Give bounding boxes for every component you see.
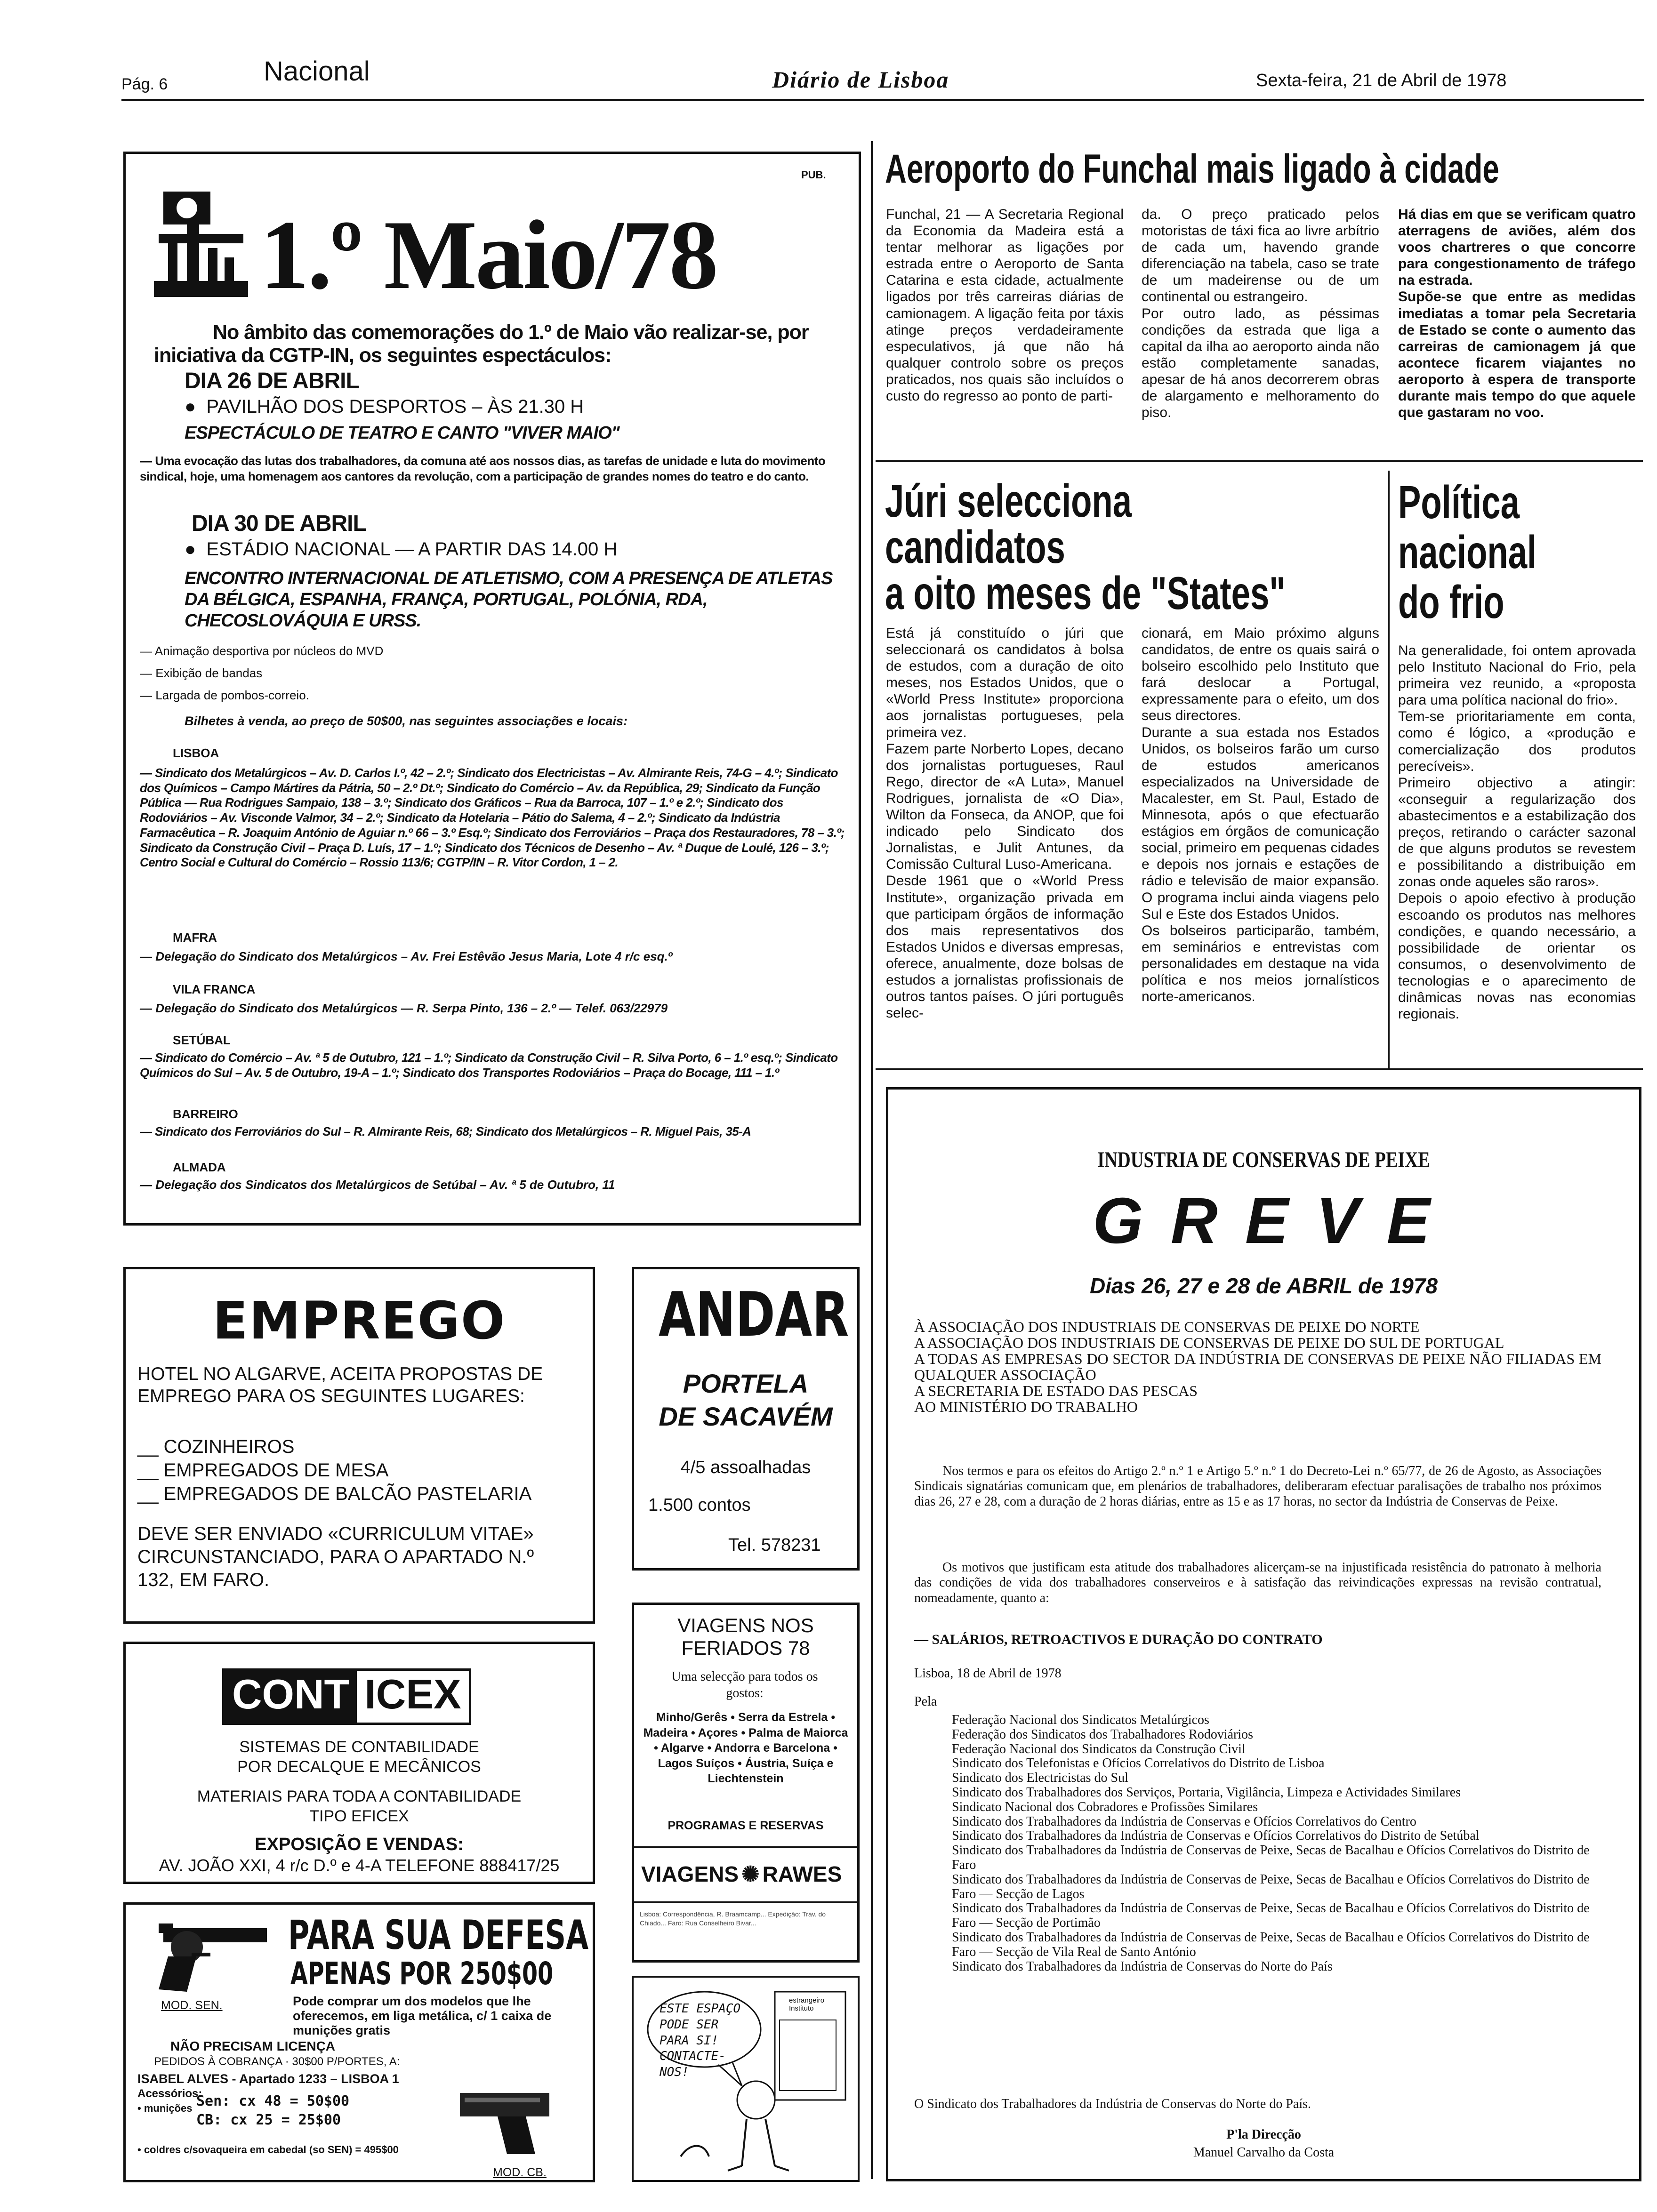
signatory: Sindicato dos Trabalhadores da Indústria de Conservas de Peixe, Secas de Bacalhau e Ofícios Correlativos do Distrito de Faro — Secção de Portimão [952,1901,1590,1931]
signatory: Federação Nacional dos Sindicatos Metalúrgicos [952,1713,1209,1727]
frio-headline-l1: Política [1398,476,1520,528]
andar-rooms: 4/5 assoalhadas [680,1458,811,1477]
frio-headline-l2: nacional [1398,526,1537,578]
defesa-model1: MOD. SEN. [161,1999,223,2012]
andar-price: 1.500 contos [648,1495,751,1515]
barreiro-heading: BARREIRO [173,1107,238,1121]
viagens-divider [634,1846,857,1848]
section-title: Nacional [264,56,370,87]
emprego-footer: DEVE SER ENVIADO «CURRICULUM VITAE» CIRCUNSTANCIADO, PARA O APARTADO N.º 132, EM FARO. [137,1523,534,1590]
defesa-cb: CB: cx 25 = 25$00 [196,2112,341,2128]
juri-col1: Está já constituído o júri que seleccionará os candidatos à bolsa de estudos, com a duração de oito meses, nos Estados Unidos, que o «World Press Institute» proporciona aos jornalistas portugueses, pela primeira vez. Fazem parte Norberto Lopes, decano dos jornalistas portugueses, Raul Rego, director de «A Luta», Manuel Rodrigues, jornalista de «O Dia», Wilton da Fonseca, da ANOP, que foi indicado pelo Sindicato dos Jornalistas, e Julit Antunes, da Comissão Cultural Luso-Americana. Desde 1961 que o «World Press Institute», organização privada em que participam órgãos de informação dos mais representativos dos Estados Unidos e diversas empresas, oferece, anualmente, doze bolsas de estudos a jornalistas profissionais de outros tantos países. O júri português selec- [886,625,1124,1021]
defesa-title: PARA SUA DEFESA [288,1912,589,1959]
rule-juri-bottom [876,1068,1643,1070]
viagens-programs: PROGRAMAS E RESERVAS [668,1819,824,1832]
conticex-logo-right: ICEX [357,1671,468,1723]
viagens-ad [632,1603,860,1963]
day2-heading: DIA 30 DE ABRIL [192,511,366,536]
conticex-ad [123,1642,595,1884]
page-number: Pág. 6 [121,75,168,93]
andar-ad [632,1267,860,1571]
greve-demand: — SALÁRIOS, RETROACTIVOS E DURAÇÃO DO CONTRATO [914,1632,1323,1647]
emprego-item: __ EMPREGADOS DE MESA [137,1460,389,1481]
greve-final: O Sindicato dos Trabalhadores da Indústria de Conservas do Norte do País. [914,2097,1311,2111]
cartoon-bubble: ESTE ESPAÇO PODE SER PARA SI! CONTACTE-NOS! [660,2002,741,2080]
cartoon-sign: estrangeiro Instituto [789,1996,825,2012]
emprego-item: __ EMPREGADOS DE BALCÃO PASTELARIA [137,1483,532,1504]
maio-ad [123,152,861,1226]
globe-icon: ✺ [741,1862,760,1886]
signatory: Sindicato dos Trabalhadores da Indústria de Conservas do Norte do País [952,1959,1333,1974]
signatory: Federação Nacional dos Sindicatos da Construção Civil [952,1741,1246,1756]
viagens-small: Lisboa: Correspondência, R. Braamcamp... Expedição: Trav. do Chiado... Faro: Rua Conselheiro Bivar... [640,1910,826,1927]
vila-heading: VILA FRANCA [173,982,256,996]
day2-items [140,640,383,706]
conticex-line3: MATERIAIS PARA TODA A CONTABILIDADE [197,1787,522,1805]
conticex-address: AV. JOÃO XXI, 4 r/c D.º e 4-A TELEFONE 888417/25 [159,1856,560,1875]
defesa-ad [123,1902,595,2182]
day1-venue [185,396,584,417]
rule-frio-left [1388,471,1390,1068]
juri-headline [885,475,1286,619]
defesa-license: NÃO PRECISAM LICENÇA [170,2039,336,2053]
greve-para2: Os motivos que justificam esta atitude dos trabalhadores alicerçam-se na injustificada resistência do patronato à melhoria das condições de vida dos trabalhadores conserveiros e à satisfação das reivindicações expressas na revisão contratual, nomeadamente, quanto a: [914,1560,1601,1605]
conticex-line1: SISTEMAS DE CONTABILIDADE [239,1738,479,1756]
day1-show: ESPECTÁCULO DE TEATRO E CANTO "VIVER MAIO" [185,423,619,443]
defesa-munic: • munições [137,2102,193,2114]
juri-headline-l3: a oito meses de "States" [885,567,1286,619]
juri-headline-l1: Júri selecciona [885,475,1132,527]
masthead: Diário de Lisboa [772,66,949,93]
signatory: Sindicato dos Telefonistas e Ofícios Correlativos do Distrito de Lisboa [952,1756,1325,1771]
setubal-heading: SETÚBAL [173,1033,231,1047]
day2-item: — Exibição de bandas [140,665,263,680]
viagens-brand-left: VIAGENS [641,1862,739,1886]
greve-dates: Dias 26, 27 e 28 de ABRIL de 1978 [1090,1274,1438,1298]
signatory: Sindicato dos Trabalhadores da Indústria de Conservas e Ofícios Correlativos do Centro [952,1814,1416,1829]
conticex-logo-left: CONT [225,1671,357,1723]
day1-heading: DIA 26 DE ABRIL [185,369,359,393]
defesa-acc: Acessórios: [137,2087,202,2100]
pistol-icon [455,2084,554,2159]
tickets-note: Bilhetes à venda, ao preço de 50$00, nas seguintes associações e locais: [185,714,627,728]
emprego-body: HOTEL NO ALGARVE, ACEITA PROPOSTAS DE EMPREGO PARA OS SEGUINTES LUGARES: [137,1364,543,1406]
frio-headline-l3: do frio [1398,576,1504,628]
emprego-ad [123,1267,595,1624]
andar-title: ANDAR [659,1279,849,1350]
conticex-logo [222,1668,471,1725]
signatory: Sindicato dos Trabalhadores da Indústria de Conservas de Peixe, Secas de Bacalhau e Ofícios Correlativos do Distrito de Faro [952,1843,1590,1872]
barreiro-text: — Sindicato dos Ferroviários do Sul – R. Almirante Reis, 68; Sindicato dos Metalúrgicos – R. Miguel Pais, 35-A [140,1124,751,1138]
day2-item: — Largada de pombos-correio. [140,688,309,702]
lisboa-heading: LISBOA [173,746,219,760]
defesa-model2: MOD. CB. [493,2166,547,2179]
vila-text: — Delegação do Sindicato dos Metalúrgicos — R. Serpa Pinto, 136 – 2.º — Telef. 063/22979 [140,1001,668,1015]
day2-venue [185,539,617,560]
funchal-col2: da. O preço praticado pelos motoristas de táxi fica ao livre arbítrio de cada um, havendo grande diferenciação na tabela, caso se trate de um madeirense ou de um continental ou estrangeiro. Por outro lado, as péssimas condições da estrada que liga a capital da ilha ao aeroporto ainda não estão completamente sanadas, apesar de há anos decorrerem obras de alargamento e melhoramento do piso. [1142,207,1379,421]
day2-event: ENCONTRO INTERNACIONAL DE ATLETISMO, COM A PRESENÇA DE ATLETAS DA BÉLGICA, ESPANHA, FRANÇA, PORTUGAL, POLÓNIA, RDA, CHECOSLOVÁQUIA E URSS. [185,569,833,631]
revolver-icon [149,1919,276,1994]
defesa-order: PEDIDOS À COBRANÇA · 30$00 P/PORTES, A: [154,2055,400,2068]
viagens-destinations: Minho/Gerês • Serra da Estrela • Madeira • Açores • Palma de Maiorca • Algarve • Andorra e Barcelona • Lagos Suíços • Áustria, Suíça e Liechtenstein [643,1711,848,1785]
mafra-text: — Delegação do Sindicato dos Metalúrgicos – Av. Frei Estêvão Jesus Maria, Lote 4 r/c esq.º [140,949,673,963]
signatory: Sindicato dos Trabalhadores da Indústria de Conservas de Peixe, Secas de Bacalhau e Ofícios Correlativos do Distrito de Faro — Secção de Vila Real de Santo António [952,1930,1590,1959]
pub-tag: PUB. [801,169,826,181]
signatory: Federação dos Sindicatos dos Trabalhadores Rodoviários [952,1727,1254,1742]
day1-desc: — Uma evocação das lutas dos trabalhadores, da comuna até aos nossos dias, as tarefas de unidade e luta do movimento sindical, hoje, uma homenagem aos cantores da revolução, com a participação de grandes nomes do teatro e do canto. [140,454,826,483]
cgtp-logo [154,187,248,300]
rule-funchal-bottom [876,460,1643,462]
signatory: Sindicato dos Trabalhadores dos Serviços, Portaria, Vigilância, Limpeza e Actividades Similares [952,1785,1461,1800]
emprego-items [137,1435,531,1506]
signatory: Sindicato Nacional dos Cobradores e Profissões Similares [952,1799,1258,1814]
emprego-title: EMPREGO [212,1290,506,1351]
viagens-brand[interactable] [641,1861,842,1887]
viagens-title: VIAGENS NOS FERIADOS 78 [677,1614,814,1659]
defesa-price: APENAS POR 250$00 [290,1956,554,1992]
juri-headline-l2: candidatos [885,521,1065,573]
viagens-divider-2 [634,1901,857,1903]
viagens-intro: Uma selecção para todos os gostos: [671,1669,818,1700]
day2-venue-text: ESTÁDIO NACIONAL — A PARTIR DAS 14.00 H [206,539,618,560]
mafra-heading: MAFRA [173,930,217,945]
greve-industry: INDUSTRIA DE CONSERVAS DE PEIXE [1097,1147,1430,1172]
greve-ad [886,1087,1641,2181]
almada-heading: ALMADA [173,1160,226,1174]
greve-signer: Manuel Carvalho da Costa [1193,2145,1335,2160]
emprego-item: __ COZINHEIROS [137,1436,295,1457]
conticex-line4 [126,1807,593,1826]
greve-title: G R E V E [1093,1185,1435,1257]
greve-para1: Nos termos e para os efeitos do Artigo 2.º n.º 1 e Artigo 5.º n.º 1 do Decreto-Lei n.º 65/77, de 26 de Agosto, as Associações Sindicais signatárias comunicam que, em plenários de trabalhadores, deliberaram efectuar paralisações de trabalho nos próximos dias 26, 27 e 28, com a duração de 2 horas diárias, entre as 15 e as 17 horas, no sector da Indústria de Conservas de Peixe. [914,1464,1601,1509]
funchal-col1: Funchal, 21 — A Secretaria Regional da Economia da Madeira está a tentar melhorar as ligações por estrada entre o Aeroporto de Santa Catarina e esta cidade, actualmente ligados por três carreiras diárias de camionagem. A ligação feita por táxis atinge preços verdadeiramente especulativos, já que não há qualquer controlo sobre os preços praticados, nos quais são incluídos o custo do regresso ao ponto de parti- [886,207,1124,404]
greve-signatories [952,1713,1601,1974]
maio-intro: No âmbito das comemorações do 1.º de Maio vão realizar-se, por iniciativa da CGTP-IN, os seguintes espectáculos: [154,321,809,367]
bullet-icon: ● [185,396,207,417]
maio-title: 1.º Maio/78 [260,200,717,310]
day2-item: — Animação desportiva por núcleos do MVD [140,644,384,658]
day1-venue-text: PAVILHÃO DOS DESPORTOS – ÀS 21.30 H [206,396,584,417]
signatory: Sindicato dos Electricistas do Sul [952,1771,1128,1786]
greve-pla: P'la Direcção [1226,2127,1301,2142]
conticex-expo: EXPOSIÇÃO E VENDAS: [255,1835,464,1854]
lisboa-text: — Sindicato dos Metalúrgicos – Av. D. Carlos I.º, 42 – 2.º; Sindicato dos Electricistas – Av. Almirante Reis, 74-G – 4.º; Sindicato dos Químicos – Campo Mártires da Pátria, 50 – 2.º Dt.º; Sindicato do Comércio – Av. da República, 29; Sindicato da Função Pública — Rua Rodrigues Sampaio, 138 – 3.º; Sindicato dos Gráficos – Rua da Barroca, 107 – 1.º e 2.º; Sindicato dos Rodoviários – Av. Visconde Valmor, 34 – 2.º; Sindicato da Hotelaria – Pátio do Salema, 4 – 2.º; Sindicato da Indústria Farmacêutica – R. Joaquim António de Aguiar n.º 66 – 3.º Esq.º; Sindicato dos Ferroviários – Praça dos Restauradores, 78 – 3.º; Sindicato da Construção Civil – Praça D. Luís, 17 – 1.º; Sindicato dos Técnicos de Desenho – Av. ª Duque de Loulé, 126 – 3.º; Centro Social e Cultural do Comércio – Rossio 113/6; CGTP/IN – R. Vitor Cordon, 1 – 2. [140,766,845,870]
defesa-coldres: • coldres c/sovaqueira em cabedal (so SEN) = 495$00 [137,2144,399,2156]
signatory: Sindicato dos Trabalhadores da Indústria de Conservas de Peixe, Secas de Bacalhau e Ofícios Correlativos do Distrito de Faro — Secção de Lagos [952,1872,1590,1901]
andar-phone: Tel. 578231 [728,1535,821,1555]
funchal-headline: Aeroporto do Funchal mais ligado à cidade [885,146,1499,192]
greve-date-place: Lisboa, 18 de Abril de 1978 [914,1666,1062,1681]
signatory: Sindicato dos Trabalhadores da Indústria de Conservas e Ofícios Correlativos do Distrito de Setúbal [952,1828,1480,1843]
header-rule [121,99,1644,101]
frio-headline [1398,478,1536,627]
conticex-line4-text: TIPO EFICEX [309,1807,409,1825]
conticex-line2: POR DECALQUE E MECÂNICOS [237,1758,481,1776]
defesa-sen: Sen: cx 48 = 50$00 [196,2093,350,2109]
frio-body: Na generalidade, foi ontem aprovada pelo Instituto Nacional do Frio, pela primeira vez reunido, a «proposta para uma política nacional do frio». Tem-se prioritariamente em conta, como é lógico, a «produção e comercialização dos produtos perecíveis». Primeiro objectivo a atingir: «conseguir a regularização dos abastecimentos e a estabilização dos preços, retirando o carácter sazonal de que alguns produtos se revestem e possibilitando a distribuição em zonas onde aqueles são raros». Depois o apoio efectivo à produção escoando os produtos nas melhores condições, e quando necessário, a possibilidade de orientar os consumos, o desenvolvimento de tecnologias e o aparecimento de dinâmicas novas nas economias regionais. [1398,643,1636,1022]
cartoon-ad [632,1976,860,2182]
bullet-icon: ● [185,539,207,560]
greve-pela: Pela [914,1694,937,1709]
juri-col2: cionará, em Maio próximo alguns candidatos, de entre os quais sairá o bolseiro escolhido pelo Instituto que fará deslocar a Portugal, expressamente para o efeito, um dos seus directores. Durante a sua estada nos Estados Unidos, os bolseiros farão um curso de estudos americanos especializados na Universidade de Macalester, em St. Paul, Estado de Minnesota, após o que efectuarão estágios em órgãos de comunicação social, primeiro em pequenas cidades e depois nos jornais e estações de rádio e televisão de maior expansão. O programa inclui ainda viagens pelo Sul e Este dos Estados Unidos. Os bolseiros participarão, também, em seminários e entrevistas com personalidades em destaque na vida política e nos meios jornalísticos norte-americanos. [1142,625,1379,1005]
defesa-address: ISABEL ALVES - Apartado 1233 – LISBOA 1 [137,2072,399,2086]
viagens-brand-right: RAWES [762,1862,842,1886]
setubal-text: — Sindicato do Comércio – Av. ª 5 de Outubro, 121 – 1.º; Sindicato da Construção Civil – R. Silva Porto, 6 – 1.º esq.º; Sindicato Químicos do Sul – Av. 5 de Outubro, 19-A – 1.º; Sindicato dos Transportes Rodoviários – Praça do Bocage, 111 – 1.º [140,1050,838,1080]
date: Sexta-feira, 21 de Abril de 1978 [1256,71,1507,90]
defesa-desc: Pode comprar um dos modelos que lhe oferecemos, em liga metálica, c/ 1 caixa de munições gratis [293,1994,552,2038]
greve-recipients: À ASSOCIAÇÃO DOS INDUSTRIAIS DE CONSERVAS DE PEIXE DO NORTE A ASSOCIAÇÃO DOS INDUSTRIAIS DE CONSERVAS DE PEIXE DO SUL DE PORTUGAL A TODAS AS EMPRESAS DO SECTOR DA INDÚSTRIA DE CONSERVAS DE PEIXE NÃO FILIADAS EM QUALQUER ASSOCIAÇÃO A SECRETARIA DE ESTADO DAS PESCAS AO MINISTÉRIO DO TRABALHO [914,1318,1601,1415]
andar-location2: DE SACAVÉM [659,1402,833,1431]
column-rule [871,141,873,2179]
almada-text: — Delegação dos Sindicatos dos Metalúrgicos de Setúbal – Av. ª 5 de Outubro, 11 [140,1178,615,1192]
funchal-col3: Há dias em que se verificam quatro aterragens de aviões, além dos voos chartreres o que concorre para congestionamento de tráfego na estrada. Supõe-se que entre as medidas imediatas a tomar pela Secretaria de Estado se conte o aumento das carreiras de camionagem já que acontece ficarem viajantes no aeroporto à espera de transporte durante mais tempo do que aquele que gastaram no voo. [1398,207,1636,421]
andar-location1: PORTELA [683,1369,809,1398]
